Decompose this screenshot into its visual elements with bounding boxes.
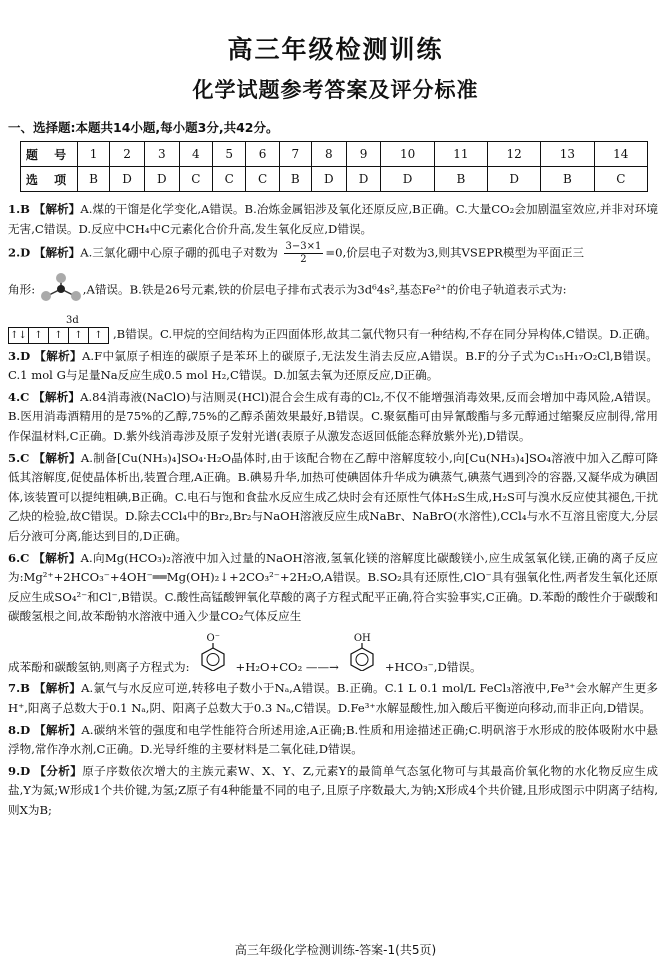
answer-cell: C <box>594 167 647 192</box>
answer-cell: B <box>78 167 110 192</box>
explanation-text: 成苯酚和碳酸氢钠,则离子方程式为: <box>8 659 190 674</box>
question-number: 1 <box>78 142 110 167</box>
question-answer: 9.D <box>8 763 31 778</box>
answer-cell: B <box>279 167 311 192</box>
section-heading: 一、选择题:本题共14小题,每小题3分,共42分。 <box>8 120 279 135</box>
question-number: 10 <box>381 142 434 167</box>
explanation-text: =0,价层电子对数为3,则其VSEPR模型为平面正三 <box>325 245 585 260</box>
orbital-cell: ↑ <box>29 328 49 343</box>
question-number: 13 <box>541 142 594 167</box>
explanation-text: 原子序数依次增大的主族元素W、X、Y、Z,元素Y的最简单气态氢化物可与其最高价氧化物的水化物反应生成盐,Y为氮;W形成1个共价键,为氢;Z原子有4种能量不同的电子,且原子序数最大,为钠;X形成4个共价键,且形成图示中阴离子结构,则X为B; <box>8 763 658 818</box>
row-label-answer: 选 项 <box>21 167 78 192</box>
analysis-tag: 【分析】 <box>34 763 83 778</box>
phenol-label: OH <box>353 632 371 644</box>
explanation-text: +HCO₃⁻,D错误。 <box>384 659 482 674</box>
question-number: 5 <box>213 142 246 167</box>
question-number: 2 <box>110 142 145 167</box>
answer-cell: B <box>434 167 487 192</box>
fraction-numerator: 3−3×1 <box>285 241 322 253</box>
explanation-2 <box>8 241 658 344</box>
question-answer: 7.B <box>8 681 30 696</box>
explanation-text: ,B错误。C.甲烷的空间结构为正四面体形,故其二氯代物只有一种结构,不存在同分异构体,C错误。D.正确。 <box>113 326 657 341</box>
phenoxide-reaction <box>8 631 658 678</box>
explanation-text: A.三氯化硼中心原子硼的孤电子对数为 <box>80 245 278 260</box>
answer-cell: C <box>246 167 279 192</box>
explanation-4 <box>8 388 658 447</box>
orbital-cell: ↑↓ <box>9 328 29 343</box>
answer-cell: C <box>179 167 212 192</box>
analysis-tag: 【解析】 <box>34 348 83 363</box>
answer-table <box>20 141 648 192</box>
explanation-text: ,A错误。B.铁是26号元素,铁的价层电子排布式表示为3d⁶4s²,基态Fe²⁺的价电子轨道表示式为: <box>82 282 567 297</box>
explanation-8 <box>8 721 658 760</box>
explanation-5 <box>8 449 658 547</box>
question-answer: 3.D <box>8 348 31 363</box>
question-number: 12 <box>488 142 541 167</box>
explanation-line <box>8 272 658 309</box>
question-answer: 6.C <box>8 550 30 565</box>
explanation-6 <box>8 549 658 678</box>
question-number: 3 <box>144 142 179 167</box>
analysis-tag: 【解析】 <box>33 245 81 260</box>
answer-cell: D <box>144 167 179 192</box>
analysis-tag: 【解析】 <box>33 681 82 696</box>
answer-row <box>21 167 648 192</box>
question-number: 6 <box>246 142 279 167</box>
analysis-tag: 【解析】 <box>33 450 81 465</box>
explanation-text: A.向Mg(HCO₃)₂溶液中加入过量的NaOH溶液,氢氧化镁的溶解度比碳酸镁小,应生成氢氧化镁,正确的离子反应为:Mg²⁺+2HCO₃⁻+4OH⁻══Mg(OH)₂↓+2CO₃²⁻+2H₂O,A错误。B.SO₂具有还原性,ClO⁻具有强氧化性,两者发生氧化还原反应生成SO₄²⁻和Cl⁻,B错误。C.酸性高锰酸钾氧化草酸的离子方程式配平正确,符合实验事实,C正确。D.苯酚的酸性介于碳酸和碳酸氢根之间,故苯酚钠水溶液中通入少量CO₂气体反应生 <box>8 550 658 624</box>
fraction-denominator: 2 <box>300 254 307 266</box>
question-number: 11 <box>434 142 487 167</box>
answer-cell: D <box>311 167 346 192</box>
question-number: 7 <box>279 142 311 167</box>
trigonal-planar-molecule-icon <box>39 272 83 309</box>
question-number: 4 <box>179 142 212 167</box>
answer-cell: C <box>213 167 246 192</box>
question-number-row <box>21 142 648 167</box>
page-footer: 高三年级化学检测训练-答案-1(共5页) <box>234 943 437 957</box>
analysis-tag: 【解析】 <box>33 550 81 565</box>
orbital-cell: ↑ <box>69 328 89 343</box>
question-answer: 8.D <box>8 722 31 737</box>
phenol-structure-icon <box>345 631 379 678</box>
explanation-text: A.煤的干馏是化学变化,A错误。B.冶炼金属铝涉及氧化还原反应,B正确。C.大量CO₂会加剧温室效应,并非对环境无害,C错误。D.反应中CH₄中C元素化合价升高,发生氧化反应,D错误。 <box>8 202 658 236</box>
page-title: 高三年级检测训练 <box>227 35 444 64</box>
explanation-text: A.F中氯原子相连的碳原子是苯环上的碳原子,无法发生消去反应,A错误。B.F的分子式为C₁₅H₁₇O₂Cl,B错误。C.1 mol G与足量Na反应生成0.5 mol H₂,C错误。D.加氢去氧为还原反应,D正确。 <box>8 348 659 383</box>
explanation-text: +H₂O+CO₂ ——→ <box>235 659 339 674</box>
question-number: 8 <box>311 142 346 167</box>
orbital-diagram <box>8 314 109 345</box>
page-subtitle: 化学试题参考答案及评分标准 <box>192 78 479 102</box>
question-answer: 1.B <box>8 202 30 216</box>
question-answer: 2.D <box>8 245 31 260</box>
question-answer: 4.C <box>8 389 30 404</box>
orbital-cell: ↑ <box>94 329 103 341</box>
answer-cell: D <box>381 167 434 192</box>
explanations <box>8 200 658 823</box>
explanation-text: A.氯气与水反应可逆,转移电子数小于Nₐ,A错误。B.正确。C.1 L 0.1 mol/L FeCl₃溶液中,Fe³⁺会水解产生更多H⁺,阳离子总数大于0.1 Nₐ,阴、阳离子总数大于0.3 Nₐ,C错误。D.Fe³⁺水解显酸性,加入酸后平衡逆向移动,而非正向,D错误。 <box>8 681 659 716</box>
answer-cell: D <box>110 167 145 192</box>
answer-cell: B <box>541 167 594 192</box>
question-answer: 5.C <box>8 450 30 465</box>
question-number: 14 <box>594 142 647 167</box>
answer-cell: D <box>346 167 381 192</box>
question-number: 9 <box>346 142 381 167</box>
phenoxide-label: O⁻ <box>206 632 220 644</box>
explanation-3 <box>8 347 658 386</box>
explanation-line <box>8 314 658 345</box>
analysis-tag: 【解析】 <box>33 389 81 404</box>
explanation-7 <box>8 679 658 718</box>
orbital-cell: ↑ <box>49 328 69 343</box>
explanation-1 <box>8 200 658 239</box>
explanation-text: A.制备[Cu(NH₃)₄]SO₄·H₂O晶体时,由于该配合物在乙醇中溶解度较小,向[Cu(NH₃)₄]SO₄溶液中加入乙醇可降低其溶解度,促使晶体析出,装置合理,A正确。B.碘易升华,加热可使碘固体升华成为碘蒸气,碘蒸气遇到冷的容器,又凝华成为碘固体,该装置可以提纯粗碘,B正确。C.电石与饱和食盐水反应生成乙炔时会有还原性气体H₂S生成,H₂S可与溴水反应使其褪色,干扰乙炔的检验,故C错误。D.除去CCl₄中的Br₂,Br₂与NaOH溶液反应生成NaBr、NaBrO(水溶性),CCl₄与水不互溶且密度大,分层后分液可分离,能达到目的,D正确。 <box>8 450 658 543</box>
orbital-boxes <box>8 327 109 344</box>
phenoxide-structure-icon <box>196 631 230 678</box>
answer-cell: D <box>488 167 541 192</box>
orbital-label: 3d <box>66 314 79 326</box>
analysis-tag: 【解析】 <box>34 722 82 737</box>
row-label-question: 题 号 <box>21 142 78 167</box>
explanation-text: 角形: <box>8 282 36 297</box>
analysis-tag: 【解析】 <box>33 202 81 216</box>
explanation-text: A.84消毒液(NaClO)与洁厕灵(HCl)混合会生成有毒的Cl₂,不仅不能增强消毒效果,反而会增加中毒风险,A错误。B.医用消毒酒精用的是75%的乙醇,75%的乙醇杀菌效果最好,B错误。C.聚氨酯可由异氰酸酯与多元醇通过缩聚反应制得,常用作保温材料,C正确。D.紫外线消毒涉及原子发射光谱(表原子从激发态返回低能态释放紫外光),D错误。 <box>8 389 658 443</box>
explanation-text: A.碳纳米管的强度和电学性能符合所述用途,A正确;B.性质和用途描述正确;C.明矾溶于水形成的胶体吸附水中悬浮物,常作净水剂,C正确。D.光导纤维的主要材料是二氧化硅,D错误。 <box>8 722 658 757</box>
explanation-9 <box>8 762 658 821</box>
lone-pair-fraction <box>284 241 324 266</box>
